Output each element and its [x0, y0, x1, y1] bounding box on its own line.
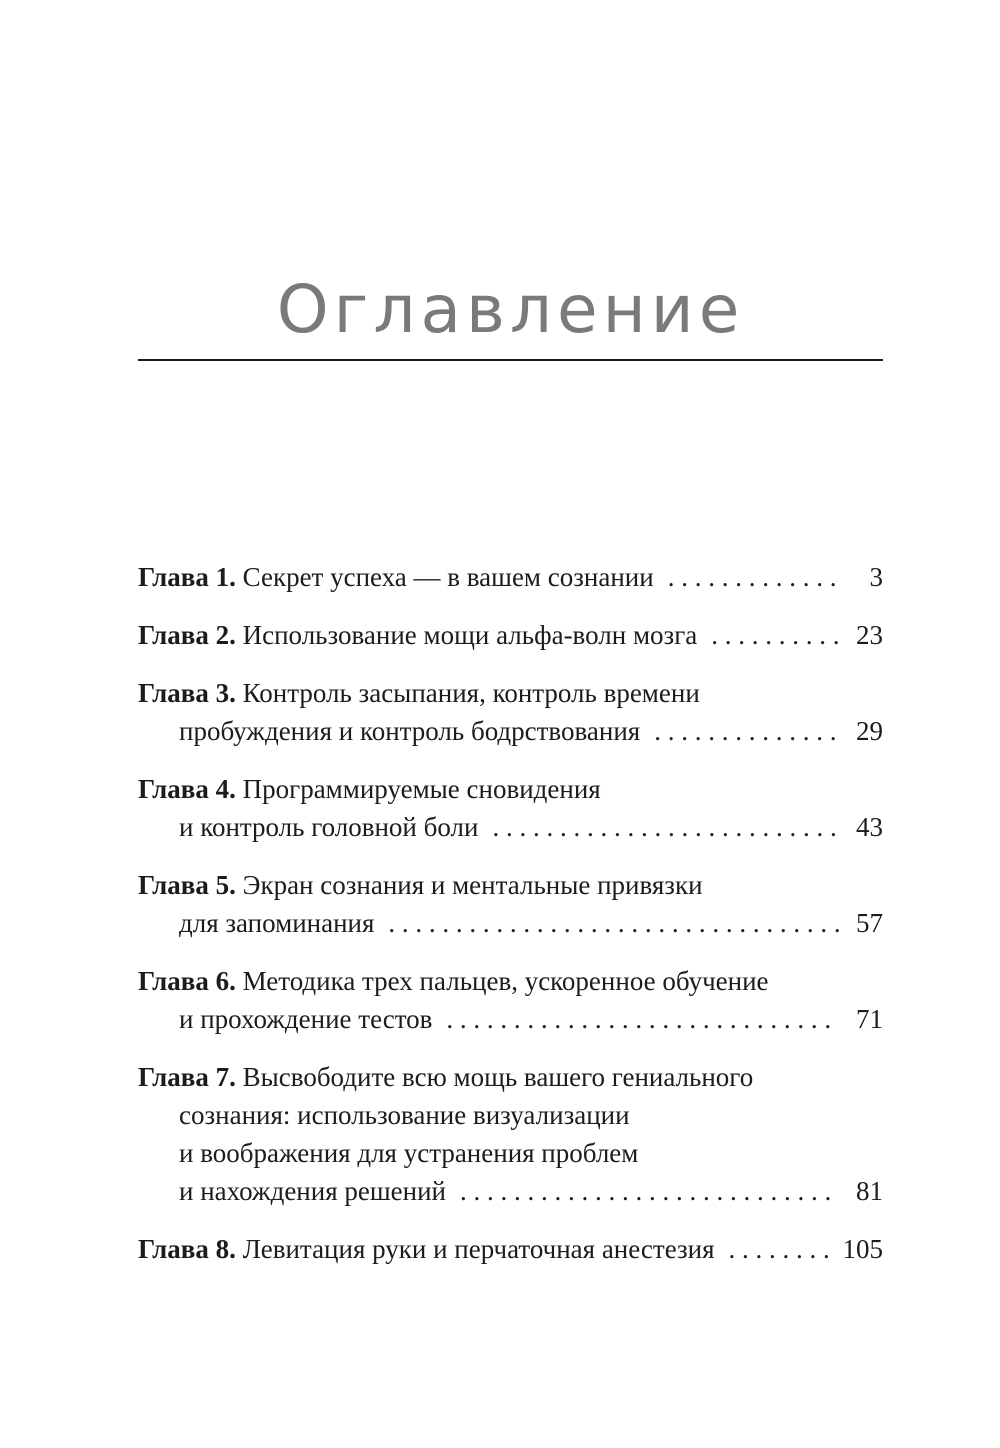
- toc-entry-chapter-7[interactable]: [138, 1058, 883, 1210]
- toc-entry-chapter-2[interactable]: [138, 616, 883, 654]
- dot-leader: [460, 1172, 839, 1210]
- chapter-title-line: Программируемые сновидения: [242, 774, 601, 804]
- chapter-label: Глава 1.: [138, 562, 236, 592]
- chapter-title-line: сознания: использование визуализации: [179, 1100, 630, 1130]
- toc-entry-chapter-3[interactable]: [138, 674, 883, 750]
- toc-entry-chapter-8[interactable]: [138, 1230, 883, 1268]
- chapter-title-line: Секрет успеха — в вашем сознании: [242, 562, 654, 592]
- page-number: 71: [856, 1004, 883, 1034]
- chapter-label: Глава 2.: [138, 620, 236, 650]
- dot-leader: [654, 712, 839, 750]
- chapter-title-line: Контроль засыпания, контроль времени: [242, 678, 700, 708]
- dot-leader: [492, 808, 839, 846]
- title-divider: [138, 359, 883, 361]
- toc-entry-chapter-5[interactable]: [138, 866, 883, 942]
- page-title: Оглавление: [276, 271, 745, 348]
- page-number: 29: [856, 716, 883, 746]
- chapter-label: Глава 5.: [138, 870, 236, 900]
- chapter-title-line: Левитация руки и перчаточная анестезия: [242, 1234, 715, 1264]
- chapter-label: Глава 7.: [138, 1062, 236, 1092]
- chapter-title-line: Использование мощи альфа-волн мозга: [242, 620, 698, 650]
- chapter-title-line: и контроль головной боли: [179, 812, 479, 842]
- dot-leader: [388, 904, 839, 942]
- page-number: 105: [842, 1234, 883, 1264]
- page-number: 23: [856, 620, 883, 650]
- page-number: 57: [856, 908, 883, 938]
- dot-leader: [668, 558, 839, 596]
- chapter-title-line: и воображения для устранения проблем: [179, 1138, 639, 1168]
- page-number: 81: [856, 1176, 883, 1206]
- dot-leader: [711, 616, 839, 654]
- chapter-title-line: пробуждения и контроль бодрствования: [179, 716, 641, 746]
- chapter-label: Глава 4.: [138, 774, 236, 804]
- page-number: 43: [856, 812, 883, 842]
- chapter-title-line: Методика трех пальцев, ускоренное обучение: [242, 966, 769, 996]
- chapter-title-line: Высвободите всю мощь вашего гениального: [242, 1062, 754, 1092]
- toc-entry-chapter-1[interactable]: [138, 558, 883, 596]
- chapter-label: Глава 8.: [138, 1234, 236, 1264]
- chapter-title-line: и прохождение тестов: [179, 1004, 433, 1034]
- chapter-title-line: Экран сознания и ментальные привязки: [242, 870, 703, 900]
- dot-leader: [729, 1230, 829, 1268]
- dot-leader: [446, 1000, 839, 1038]
- page-number: 3: [869, 562, 883, 592]
- toc-entry-chapter-4[interactable]: [138, 770, 883, 846]
- chapter-title-line: и нахождения решений: [179, 1176, 446, 1206]
- chapter-label: Глава 3.: [138, 678, 236, 708]
- chapter-title-line: для запоминания: [179, 908, 375, 938]
- chapter-label: Глава 6.: [138, 966, 236, 996]
- toc-entry-chapter-6[interactable]: [138, 962, 883, 1038]
- table-of-contents: [138, 558, 883, 1268]
